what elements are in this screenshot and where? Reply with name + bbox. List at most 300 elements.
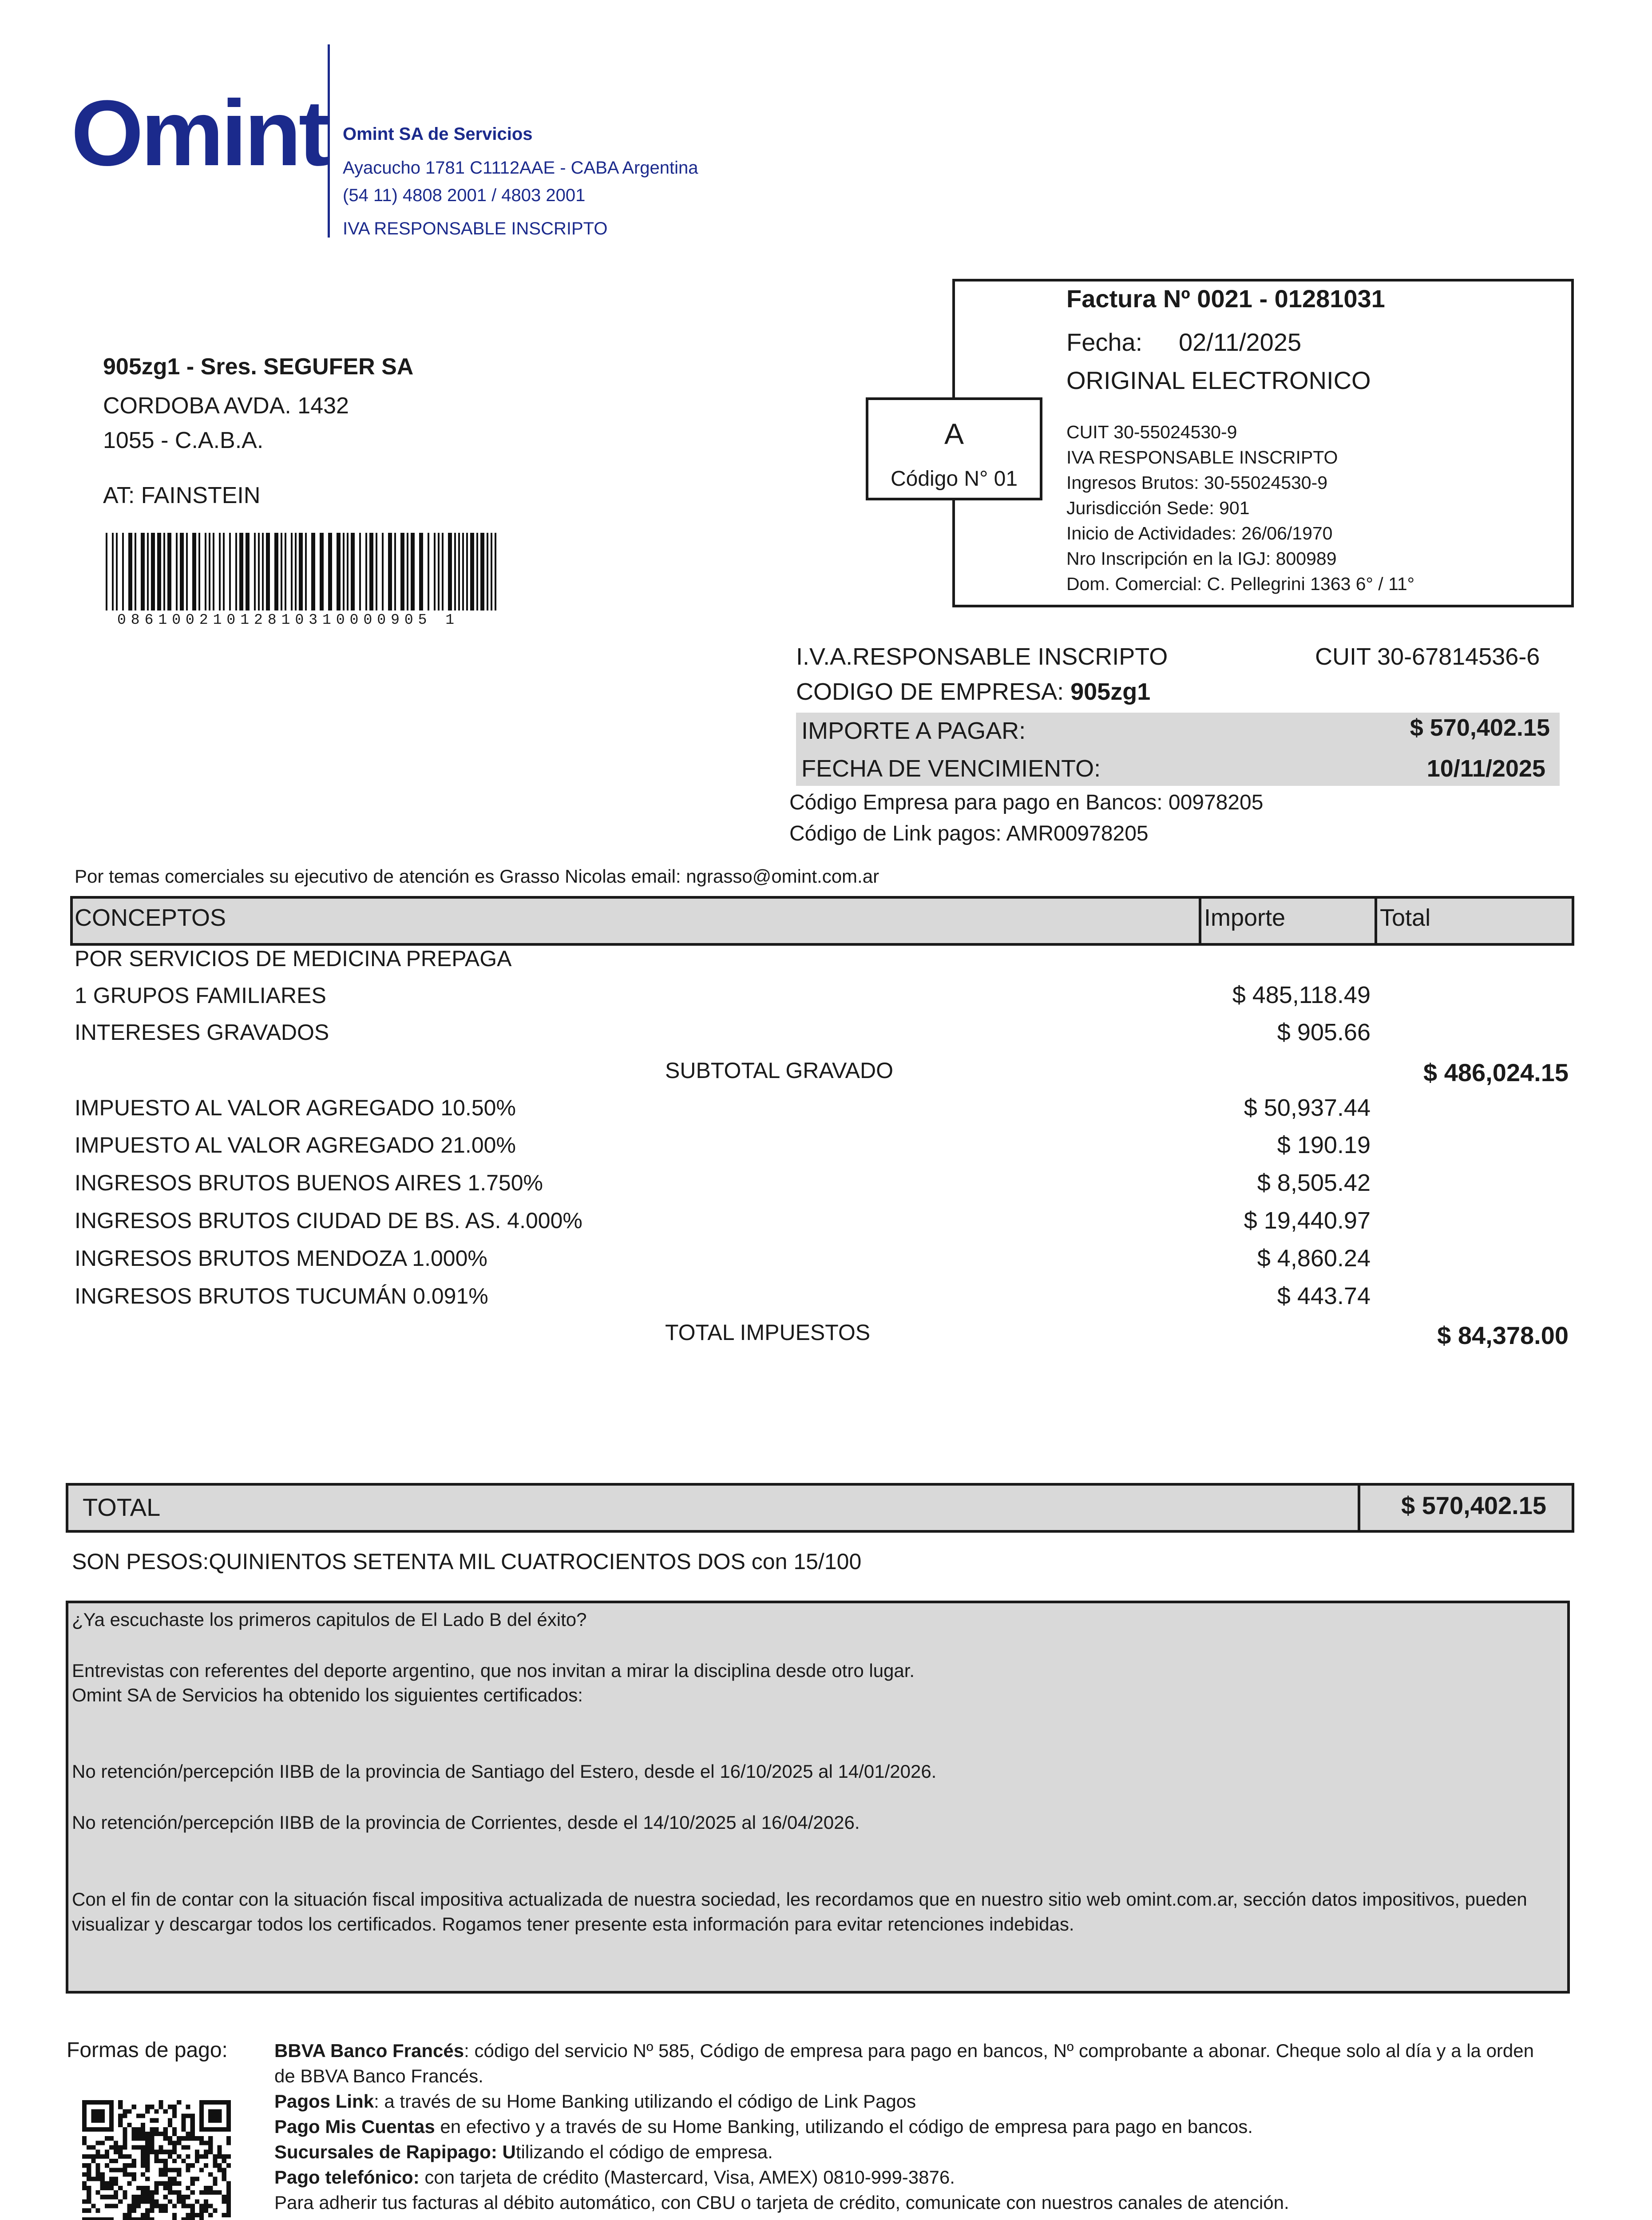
qr-module: [177, 2136, 181, 2141]
issuer-domicilio: Dom. Comercial: C. Pellegrini 1363 6° / 11°: [1066, 574, 1415, 594]
qr-module: [213, 2113, 217, 2118]
barcode-bar: [266, 533, 270, 610]
qr-module: [141, 2213, 145, 2217]
qr-module: [208, 2186, 213, 2190]
payment-link-label: Pagos Link: [274, 2091, 374, 2112]
header-importe: Importe: [1204, 904, 1286, 931]
qr-module: [114, 2190, 118, 2195]
barcode-bar: [359, 533, 361, 610]
qr-module: [82, 2208, 87, 2213]
qr-module: [141, 2154, 145, 2159]
row-label: INGRESOS BRUTOS TUCUMÁN 0.091%: [75, 1284, 488, 1308]
qr-module: [127, 2181, 132, 2186]
qr-module: [145, 2159, 150, 2163]
qr-module: [222, 2199, 226, 2204]
qr-module: [132, 2159, 136, 2163]
qr-module: [222, 2100, 226, 2105]
qr-module: [186, 2195, 190, 2199]
qr-module: [118, 2154, 123, 2159]
qr-module: [123, 2213, 127, 2217]
qr-module: [150, 2217, 154, 2220]
qr-module: [163, 2181, 168, 2186]
qr-module: [114, 2145, 118, 2150]
row-label: IMPUESTO AL VALOR AGREGADO 21.00%: [75, 1133, 516, 1158]
qr-module: [199, 2113, 204, 2118]
qr-module: [190, 2190, 195, 2195]
qr-module: [132, 2105, 136, 2109]
barcode-bar: [281, 533, 282, 610]
qr-module: [100, 2118, 105, 2123]
barcode-bar: [480, 533, 484, 610]
qr-module: [172, 2204, 177, 2208]
qr-module: [136, 2204, 141, 2208]
payment-tel-label: Pago telefónico:: [274, 2167, 420, 2188]
amount-due-value: $ 570,402.15: [1410, 714, 1550, 741]
qr-module: [168, 2150, 172, 2154]
qr-module: [204, 2150, 208, 2154]
qr-module: [100, 2172, 105, 2176]
barcode-bar: [470, 533, 474, 610]
qr-module: [123, 2217, 127, 2220]
barcode-bar: [213, 533, 214, 610]
qr-module: [141, 2195, 145, 2199]
payment-rapi-text: tilizando el código de empresa.: [515, 2141, 773, 2162]
row-label: INGRESOS BRUTOS CIUDAD DE BS. AS. 4.000%: [75, 1208, 582, 1233]
qr-module: [136, 2186, 141, 2190]
qr-module: [218, 2154, 222, 2159]
issuer-iva: IVA RESPONSABLE INSCRIPTO: [1066, 447, 1338, 468]
qr-module: [82, 2163, 87, 2168]
qr-module: [163, 2208, 168, 2213]
company-iva: IVA RESPONSABLE INSCRIPTO: [343, 219, 608, 238]
qr-module: [91, 2154, 95, 2159]
qr-module: [145, 2163, 150, 2168]
qr-module: [150, 2195, 154, 2199]
qr-module: [132, 2195, 136, 2199]
barcode-bar: [495, 533, 496, 610]
issuer-jurisdiccion: Jurisdicción Sede: 901: [1066, 498, 1250, 518]
customer-code-label: CODIGO DE EMPRESA:: [796, 678, 1071, 705]
qr-module: [226, 2213, 231, 2217]
qr-module: [91, 2159, 95, 2163]
qr-module: [181, 2195, 186, 2199]
qr-module: [168, 2136, 172, 2141]
barcode-bar: [151, 533, 155, 610]
qr-module: [132, 2172, 136, 2176]
message-line: No retención/percepción IIBB de la provincia de Santiago del Estero, desde el 16/10/2025 al 14/01/2026.: [72, 1761, 937, 1782]
company-name: Omint SA de Servicios: [343, 124, 533, 144]
logo-divider: [328, 44, 330, 238]
qr-module: [145, 2136, 150, 2141]
qr-module: [226, 2154, 231, 2159]
executive-note: Por temas comerciales su ejecutivo de atención es Grasso Nicolas email: ngrasso@omint.com.ar: [75, 866, 879, 887]
barcode-bar: [157, 533, 161, 610]
qr-module: [87, 2145, 91, 2150]
qr-module: [195, 2136, 199, 2141]
qr-module: [109, 2123, 114, 2127]
qr-module: [95, 2141, 100, 2145]
qr-module: [141, 2132, 145, 2136]
qr-module: [186, 2204, 190, 2208]
payment-rapipago: [274, 2139, 1553, 2164]
qr-module: [213, 2159, 217, 2163]
qr-module: [91, 2100, 95, 2105]
qr-module: [95, 2208, 100, 2213]
qr-module: [150, 2141, 154, 2145]
qr-module: [109, 2136, 114, 2141]
qr-module: [186, 2154, 190, 2159]
qr-module: [109, 2100, 114, 2105]
qr-module: [190, 2181, 195, 2186]
row-amount: $ 4,860.24: [1257, 1245, 1371, 1272]
qr-module: [118, 2123, 123, 2127]
qr-module: [87, 2168, 91, 2172]
payment-bbva-text: : código del servicio Nº 585, Código de empresa para pago en bancos, Nº comprobante a abonar. Cheque solo al día y a la orden de BBVA Banco Francés.: [274, 2040, 1534, 2086]
qr-module: [109, 2109, 114, 2113]
barcode-bar: [262, 533, 264, 610]
qr-module: [87, 2186, 91, 2190]
qr-module: [208, 2118, 213, 2123]
qr-module: [154, 2150, 158, 2154]
invoice-date-label: Fecha:: [1066, 328, 1143, 356]
qr-module: [132, 2163, 136, 2168]
qr-module: [114, 2141, 118, 2145]
issuer-ingresos-brutos: Ingresos Brutos: 30-55024530-9: [1066, 472, 1328, 493]
qr-module: [186, 2163, 190, 2168]
barcode-bar: [209, 533, 210, 610]
barcode-bar: [176, 533, 178, 610]
qr-module: [154, 2199, 158, 2204]
qr-module: [114, 2150, 118, 2154]
qr-module: [172, 2113, 177, 2118]
qr-module: [199, 2118, 204, 2123]
qr-module: [204, 2199, 208, 2204]
qr-module: [87, 2100, 91, 2105]
row-amount: $ 190.19: [1277, 1132, 1371, 1158]
barcode-number: 08610021012810310000905 1: [117, 612, 460, 628]
invoice-number: Factura Nº 0021 - 01281031: [1066, 285, 1385, 313]
subtotal-label: SUBTOTAL GRAVADO: [665, 1058, 893, 1083]
qr-module: [213, 2208, 217, 2213]
qr-module: [95, 2127, 100, 2132]
row-amount: $ 485,118.49: [1232, 982, 1371, 1008]
qr-module: [159, 2100, 163, 2105]
qr-module: [95, 2154, 100, 2159]
qr-module: [91, 2109, 95, 2113]
qr-module: [168, 2181, 172, 2186]
qr-module: [199, 2105, 204, 2109]
barcode-bar: [487, 533, 488, 610]
qr-module: [132, 2208, 136, 2213]
qr-module: [154, 2204, 158, 2208]
barcode-bar: [205, 533, 206, 610]
barcode-bar: [328, 533, 332, 610]
qr-module: [118, 2118, 123, 2123]
qr-module: [190, 2217, 195, 2220]
message-line: ¿Ya escuchaste los primeros capitulos de El Lado B del éxito?: [72, 1609, 587, 1630]
qr-module: [163, 2163, 168, 2168]
barcode-bar: [419, 533, 423, 610]
qr-module: [123, 2109, 127, 2113]
qr-module: [95, 2172, 100, 2176]
qr-module: [177, 2172, 181, 2176]
payment-telefonico: [274, 2164, 1553, 2190]
qr-module: [177, 2168, 181, 2172]
qr-module: [159, 2105, 163, 2109]
qr-module: [163, 2168, 168, 2172]
header-concepts: CONCEPTOS: [75, 904, 226, 931]
qr-module: [172, 2190, 177, 2195]
qr-module: [199, 2141, 204, 2145]
qr-module: [172, 2213, 177, 2217]
qr-module: [163, 2127, 168, 2132]
qr-module: [199, 2109, 204, 2113]
qr-module: [186, 2213, 190, 2217]
barcode-bar: [141, 533, 145, 610]
qr-module: [172, 2181, 177, 2186]
qr-module: [190, 2127, 195, 2132]
barcode-bar: [458, 533, 460, 610]
qr-module: [123, 2132, 127, 2136]
qr-module: [109, 2204, 114, 2208]
qr-module: [127, 2172, 132, 2176]
issuer-inicio: Inicio de Actividades: 26/06/1970: [1066, 523, 1333, 543]
bank-payment-code: Código Empresa para pago en Bancos: 00978205: [789, 791, 1264, 814]
barcode-bar: [337, 533, 341, 610]
qr-module: [213, 2109, 217, 2113]
barcode-bar: [116, 533, 118, 610]
qr-module: [226, 2113, 231, 2118]
qr-module: [154, 2127, 158, 2132]
qr-module: [127, 2163, 132, 2168]
qr-module: [82, 2136, 87, 2141]
qr-module: [172, 2217, 177, 2220]
row-label: INGRESOS BRUTOS BUENOS AIRES 1.750%: [75, 1170, 543, 1195]
qr-module: [222, 2195, 226, 2199]
qr-module: [91, 2177, 95, 2181]
qr-module: [91, 2118, 95, 2123]
qr-module: [181, 2204, 186, 2208]
qr-module: [123, 2163, 127, 2168]
qr-module: [226, 2141, 231, 2145]
qr-module: [226, 2186, 231, 2190]
qr-module: [177, 2181, 181, 2186]
barcode-bar: [428, 533, 429, 610]
qr-module: [204, 2163, 208, 2168]
barcode-bar: [442, 533, 444, 610]
qr-module: [186, 2186, 190, 2190]
qr-module: [226, 2123, 231, 2127]
qr-module: [87, 2217, 91, 2220]
barcode-bar: [434, 533, 436, 610]
qr-module: [127, 2208, 132, 2213]
qr-module: [190, 2118, 195, 2123]
qr-module: [150, 2150, 154, 2154]
qr-module: [141, 2186, 145, 2190]
qr-module: [159, 2168, 163, 2172]
barcode-bar: [411, 533, 415, 610]
qr-module: [199, 2217, 204, 2220]
qr-module: [132, 2199, 136, 2204]
qr-module: [91, 2127, 95, 2132]
barcode-bar: [223, 533, 225, 610]
qr-module: [127, 2154, 132, 2159]
qr-module: [127, 2204, 132, 2208]
qr-module: [181, 2127, 186, 2132]
qr-module: [105, 2100, 109, 2105]
barcode-bar: [388, 533, 392, 610]
qr-module: [226, 2109, 231, 2113]
qr-module: [226, 2195, 231, 2199]
qr-module: [199, 2208, 204, 2213]
qr-module: [208, 2145, 213, 2150]
barcode-bar: [186, 533, 188, 610]
qr-module: [199, 2136, 204, 2141]
message-line: No retención/percepción IIBB de la provincia de Corrientes, desde el 14/10/2025 al 16/04/2026.: [72, 1812, 860, 1833]
qr-module: [208, 2109, 213, 2113]
qr-module: [168, 2154, 172, 2159]
qr-module: [172, 2145, 177, 2150]
qr-module: [109, 2186, 114, 2190]
amount-due-label: IMPORTE A PAGAR:: [801, 718, 1026, 744]
qr-module: [127, 2109, 132, 2113]
qr-module: [163, 2150, 168, 2154]
qr-module: [145, 2208, 150, 2213]
qr-module: [208, 2100, 213, 2105]
qr-module: [222, 2177, 226, 2181]
barcode-bar: [246, 533, 250, 610]
qr-module: [159, 2132, 163, 2136]
qr-module: [114, 2159, 118, 2163]
qr-module: [150, 2145, 154, 2150]
barcode-bar: [235, 533, 237, 610]
invoice-date-value: 02/11/2025: [1179, 328, 1302, 356]
qr-module: [208, 2127, 213, 2132]
qr-module: [87, 2208, 91, 2213]
qr-module: [199, 2190, 204, 2195]
qr-module: [132, 2177, 136, 2181]
qr-module: [181, 2123, 186, 2127]
qr-module: [177, 2154, 181, 2159]
qr-module: [159, 2172, 163, 2176]
row-amount: $ 905.66: [1277, 1019, 1371, 1046]
taxes-total-label: TOTAL IMPUESTOS: [665, 1320, 871, 1345]
barcode-bar: [369, 533, 373, 610]
qr-module: [82, 2118, 87, 2123]
barcode-bar: [291, 533, 293, 610]
qr-module: [159, 2204, 163, 2208]
qr-module: [154, 2190, 158, 2195]
qr-module: [82, 2199, 87, 2204]
row-label: IMPUESTO AL VALOR AGREGADO 10.50%: [75, 1095, 516, 1120]
invoice-type-letter: A: [944, 417, 964, 450]
qr-module: [127, 2213, 132, 2217]
qr-module: [177, 2195, 181, 2199]
qr-module: [168, 2186, 172, 2190]
qr-module: [204, 2190, 208, 2195]
qr-module: [127, 2217, 132, 2220]
qr-module: [91, 2204, 95, 2208]
qr-module: [132, 2127, 136, 2132]
qr-module: [141, 2113, 145, 2118]
header-separator: [1375, 896, 1377, 946]
qr-module: [145, 2154, 150, 2159]
qr-module: [154, 2132, 158, 2136]
qr-module: [213, 2177, 217, 2181]
qr-module: [136, 2132, 141, 2136]
barcode-bar: [198, 533, 200, 610]
qr-module: [136, 2195, 141, 2199]
qr-module: [136, 2127, 141, 2132]
qr-module: [204, 2154, 208, 2159]
qr-module: [150, 2127, 154, 2132]
qr-module: [145, 2195, 150, 2199]
qr-module: [87, 2199, 91, 2204]
qr-module: [213, 2190, 217, 2195]
qr-module: [127, 2123, 132, 2127]
qr-module: [105, 2186, 109, 2190]
barcode-bar: [163, 533, 165, 610]
qr-module: [190, 2177, 195, 2181]
qr-module: [159, 2150, 163, 2154]
barcode-bar: [491, 533, 492, 610]
qr-module: [199, 2213, 204, 2217]
total-separator: [1358, 1483, 1360, 1533]
qr-module: [150, 2132, 154, 2136]
qr-module: [150, 2136, 154, 2141]
customer-cuit: CUIT 30-67814536-6: [1315, 643, 1540, 670]
qr-module: [100, 2177, 105, 2181]
qr-module: [195, 2199, 199, 2204]
qr-module: [145, 2150, 150, 2154]
qr-module: [114, 2177, 118, 2181]
barcode-bar: [135, 533, 136, 610]
client-city: 1055 - C.A.B.A.: [103, 428, 264, 453]
qr-module: [118, 2145, 123, 2150]
qr-module: [109, 2118, 114, 2123]
qr-module: [118, 2186, 123, 2190]
barcode-bar: [295, 533, 297, 610]
qr-module: [118, 2199, 123, 2204]
qr-module: [100, 2154, 105, 2159]
barcode-bar: [476, 533, 478, 610]
qr-module: [190, 2163, 195, 2168]
qr-module: [208, 2204, 213, 2208]
message-line: Entrevistas con referentes del deporte argentino, que nos invitan a mirar la disciplina desde otro lugar.: [72, 1660, 915, 1681]
qr-module: [204, 2100, 208, 2105]
qr-module: [168, 2123, 172, 2127]
qr-module: [136, 2145, 141, 2150]
qr-module: [163, 2195, 168, 2199]
qr-module: [172, 2127, 177, 2132]
qr-module: [226, 2190, 231, 2195]
qr-module: [218, 2118, 222, 2123]
qr-module: [132, 2204, 136, 2208]
payment-mis-label: Pago Mis Cuentas: [274, 2116, 435, 2137]
qr-module: [218, 2163, 222, 2168]
qr-module: [181, 2199, 186, 2204]
qr-module: [136, 2113, 141, 2118]
qr-module: [141, 2136, 145, 2141]
qr-module: [105, 2150, 109, 2154]
qr-module: [95, 2190, 100, 2195]
qr-module: [181, 2118, 186, 2123]
qr-module: [154, 2118, 158, 2123]
customer-code: [796, 678, 1150, 706]
qr-module: [177, 2100, 181, 2105]
qr-module: [150, 2105, 154, 2109]
barcode-bar: [192, 533, 196, 610]
